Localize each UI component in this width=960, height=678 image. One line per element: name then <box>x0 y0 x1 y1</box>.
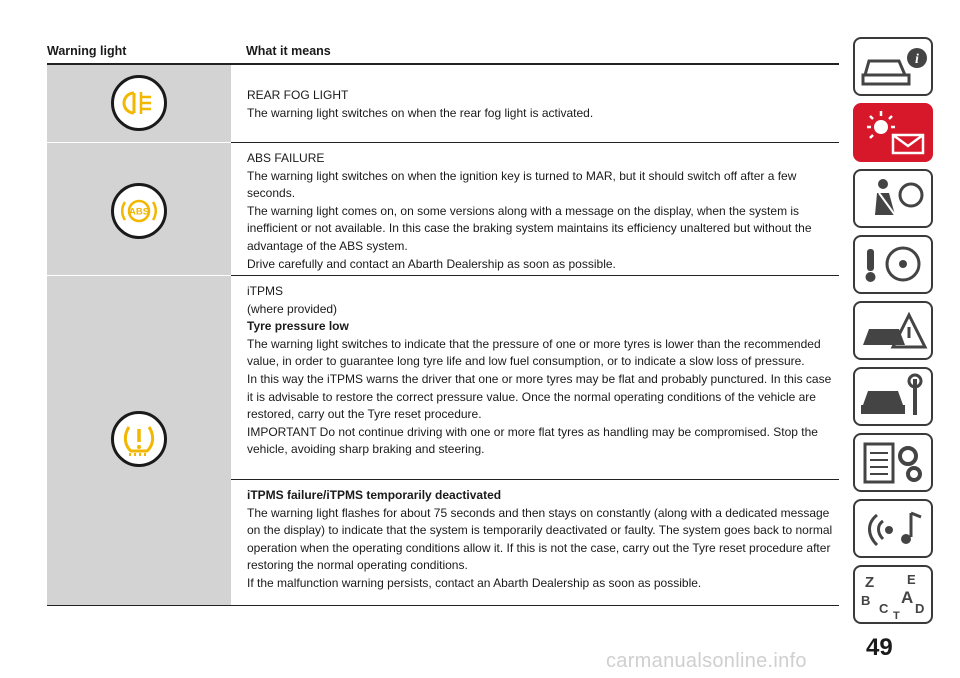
row-paragraph: IMPORTANT Do not continue driving with one or more flat tyres as handling may be compromised. Stop the vehicle, avoiding sharp braking and steering. <box>247 424 818 457</box>
abs-icon <box>111 183 167 239</box>
tyre-pressure-icon <box>111 411 167 467</box>
row-paragraph: The warning light comes on, on some versions along with a message on the display, when the system is inefficient or not available. In this case the braking system maintains its efficiency unaltered but without the advantage of the ABS system. <box>247 203 812 253</box>
row-itpms-failure <box>247 487 837 593</box>
table-bottom-rule <box>47 605 839 606</box>
section-heading: iTPMS failure/iTPMS temporarily deactivated <box>247 488 502 502</box>
warning-lights-icon <box>855 105 931 160</box>
row-divider <box>231 275 839 276</box>
tab-safety[interactable] <box>853 169 933 228</box>
emergency-icon <box>855 303 931 358</box>
tab-car-info[interactable] <box>853 37 933 96</box>
technical-data-icon <box>855 435 931 490</box>
row-description: The warning light switches on when the rear fog light is activated. <box>247 105 594 120</box>
row-abs-failure <box>247 150 837 273</box>
column-header-warning-light: Warning light <box>47 44 127 58</box>
section-heading: Tyre pressure low <box>247 319 349 334</box>
car-info-icon <box>855 39 931 94</box>
row-paragraph: In this way the iTPMS warns the driver that one or more tyres may be flat and probably punctured. In this case it is advisable to restore the correct pressure value. Once the normal operating conditions of the vehicle are restored, carry out the Tyre reset procedure. <box>247 371 832 422</box>
tab-technical-data[interactable] <box>853 433 933 492</box>
multimedia-icon <box>855 501 931 556</box>
svg-text:T: T <box>893 610 900 622</box>
row-divider <box>231 142 839 143</box>
safety-airbag-icon <box>855 171 931 226</box>
rear-fog-light-icon <box>111 75 167 131</box>
tab-starting-driving[interactable] <box>853 235 933 294</box>
svg-text:i: i <box>915 52 919 67</box>
page-number: 49 <box>866 634 893 661</box>
row-subtitle: (where provided) <box>247 301 338 316</box>
row-title: REAR FOG LIGHT <box>247 88 349 102</box>
row-itpms <box>247 283 837 459</box>
watermark: carmanualsonline.info <box>606 650 807 672</box>
starting-driving-icon <box>855 237 931 292</box>
row-paragraph: The warning light switches to indicate that the pressure of one or more tyres is lower than the recommended value, in order to guarantee long tyre life and low fuel consumption, or to indicate a slow loss of pressure. <box>247 336 821 369</box>
tab-index[interactable] <box>853 565 933 624</box>
column-header-what-it-means: What it means <box>246 44 331 58</box>
svg-text:E: E <box>907 572 916 587</box>
svg-text:D: D <box>915 601 925 616</box>
row-paragraph: Drive carefully and contact an Abarth Dealership as soon as possible. <box>247 256 616 271</box>
tab-maintenance[interactable] <box>853 367 933 426</box>
row-title: iTPMS <box>247 284 283 298</box>
svg-text:C: C <box>879 601 889 616</box>
tab-warning-lights[interactable] <box>853 103 933 162</box>
maintenance-icon <box>855 369 931 424</box>
tab-emergency[interactable] <box>853 301 933 360</box>
svg-text:A: A <box>901 588 914 607</box>
row-paragraph: The warning light flashes for about 75 seconds and then stays on constantly (along with a dedicated message on the display) to indicate that the system is temporarily deactivated or faulty. The system goes back to normal operation when the operating conditions allow it. If this is not the case, carry out the Tyre reset procedure after restoring the normal operating conditions. <box>247 505 833 573</box>
row-title: ABS FAILURE <box>247 151 325 165</box>
row-paragraph: If the malfunction warning persists, contact an Abarth Dealership as soon as possible. <box>247 575 702 590</box>
svg-text:B: B <box>861 593 871 608</box>
index-icon <box>855 567 931 622</box>
tab-multimedia[interactable] <box>853 499 933 558</box>
table-header <box>47 44 331 58</box>
row-paragraph: The warning light switches on when the ignition key is turned to MAR, but it should switch off after a few seconds. <box>247 168 797 201</box>
abs-icon-label: ABS <box>128 206 150 218</box>
row-rear-fog-light <box>247 87 837 122</box>
svg-text:Z: Z <box>865 574 875 591</box>
row-divider <box>231 479 839 480</box>
